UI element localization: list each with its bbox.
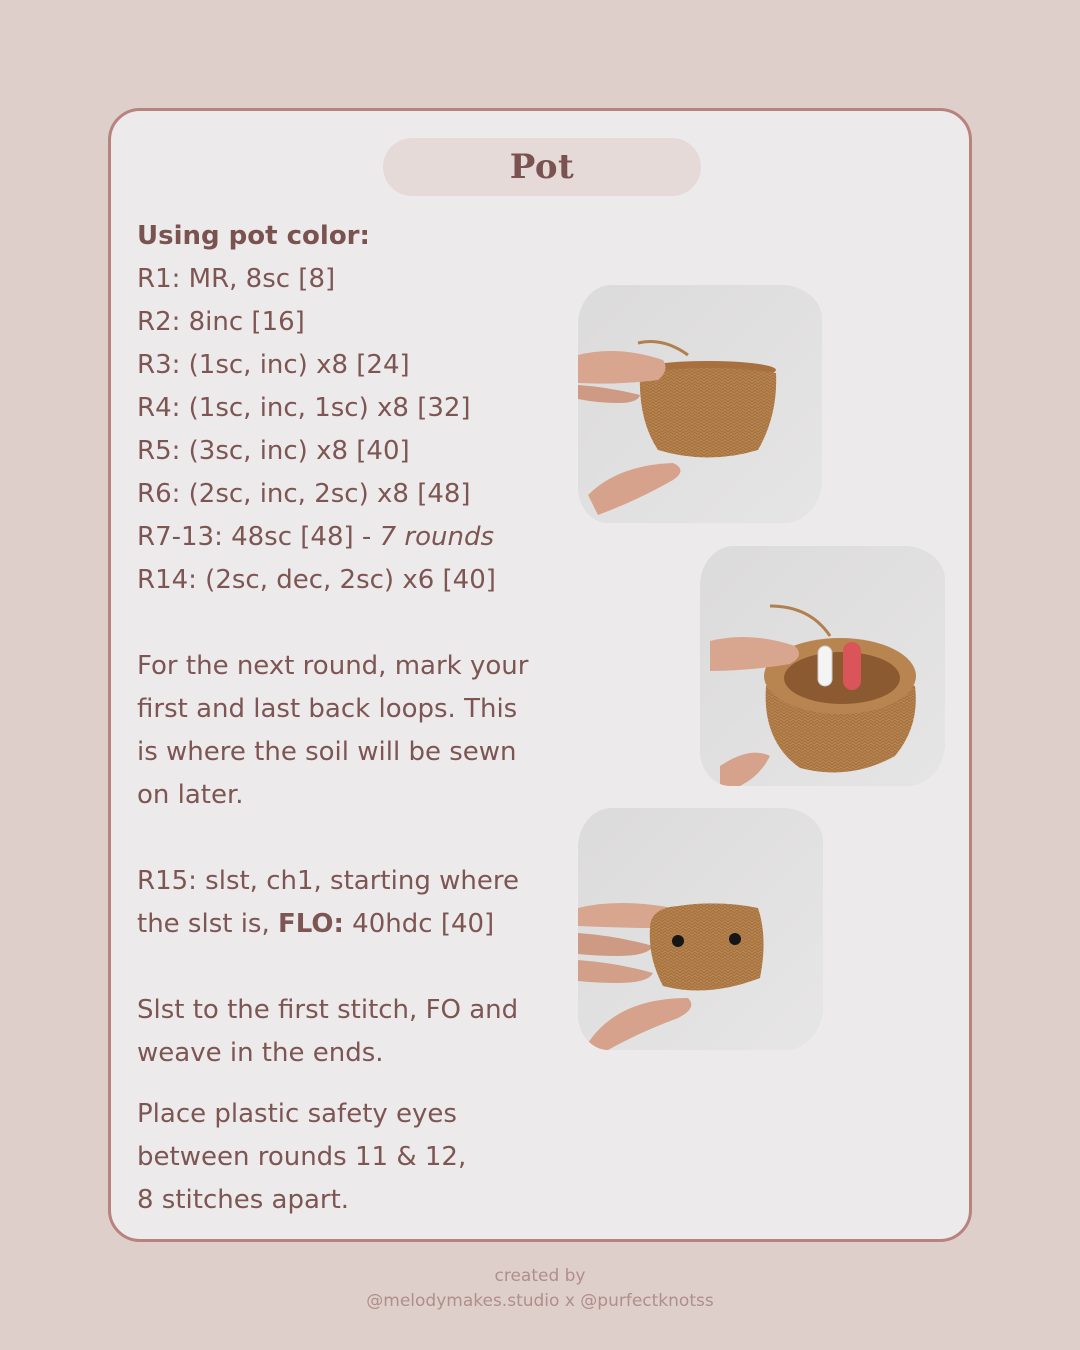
section-heading: Using pot color: — [137, 221, 370, 251]
pot-side-image — [578, 285, 822, 523]
round-r3: R3: (1sc, inc) x8 [24] — [137, 350, 410, 380]
eyes-line: Place plastic safety eyes — [137, 1099, 457, 1129]
footer-credits — [0, 1264, 1080, 1314]
round-r15-prefix: the slst is, — [137, 909, 279, 939]
eyes-line: 8 stitches apart. — [137, 1185, 350, 1215]
photo-pot-markers — [700, 546, 945, 786]
round-r2: R2: 8inc [16] — [137, 307, 305, 337]
finish-line: Slst to the first stitch, FO and — [137, 995, 519, 1025]
round-r5: R5: (3sc, inc) x8 [40] — [137, 436, 410, 466]
credit-handles: @melodymakes.studio x @purfectknotss — [366, 1291, 714, 1311]
pattern-instructions — [137, 215, 567, 1222]
round-r6: R6: (2sc, inc, 2sc) x8 [48] — [137, 479, 471, 509]
round-r15-line1: R15: slst, ch1, starting where — [137, 866, 519, 896]
title-pill — [383, 138, 701, 196]
spacer — [137, 946, 567, 989]
pot-eyes-image — [578, 808, 823, 1050]
photo-pot-eyes — [578, 808, 823, 1050]
round-r14: R14: (2sc, dec, 2sc) x6 [40] — [137, 565, 496, 595]
flo-label: FLO: — [278, 909, 344, 939]
note-line: For the next round, mark your — [137, 651, 529, 681]
credit-label: created by — [494, 1266, 586, 1286]
spacer — [137, 602, 567, 645]
round-r7-13-main: R7-13: 48sc [48] - — [137, 522, 380, 552]
round-r4: R4: (1sc, inc, 1sc) x8 [32] — [137, 393, 471, 423]
pot-markers-image — [700, 546, 945, 786]
round-r7-13-count: 7 rounds — [379, 522, 494, 552]
finish-line: weave in the ends. — [137, 1038, 384, 1068]
eyes-line: between rounds 11 & 12, — [137, 1142, 467, 1172]
note-line: on later. — [137, 780, 244, 810]
round-r15-suffix: 40hdc [40] — [343, 909, 495, 939]
page-title: Pot — [509, 147, 575, 187]
pattern-card — [108, 108, 972, 1242]
note-line: first and last back loops. This — [137, 694, 518, 724]
spacer — [137, 817, 567, 860]
round-r1: R1: MR, 8sc [8] — [137, 264, 336, 294]
round-r7-13 — [137, 516, 567, 559]
spacer — [137, 1075, 567, 1093]
note-line: is where the soil will be sewn — [137, 737, 517, 767]
photo-pot-side — [578, 285, 822, 523]
round-r15-line2 — [137, 903, 567, 946]
